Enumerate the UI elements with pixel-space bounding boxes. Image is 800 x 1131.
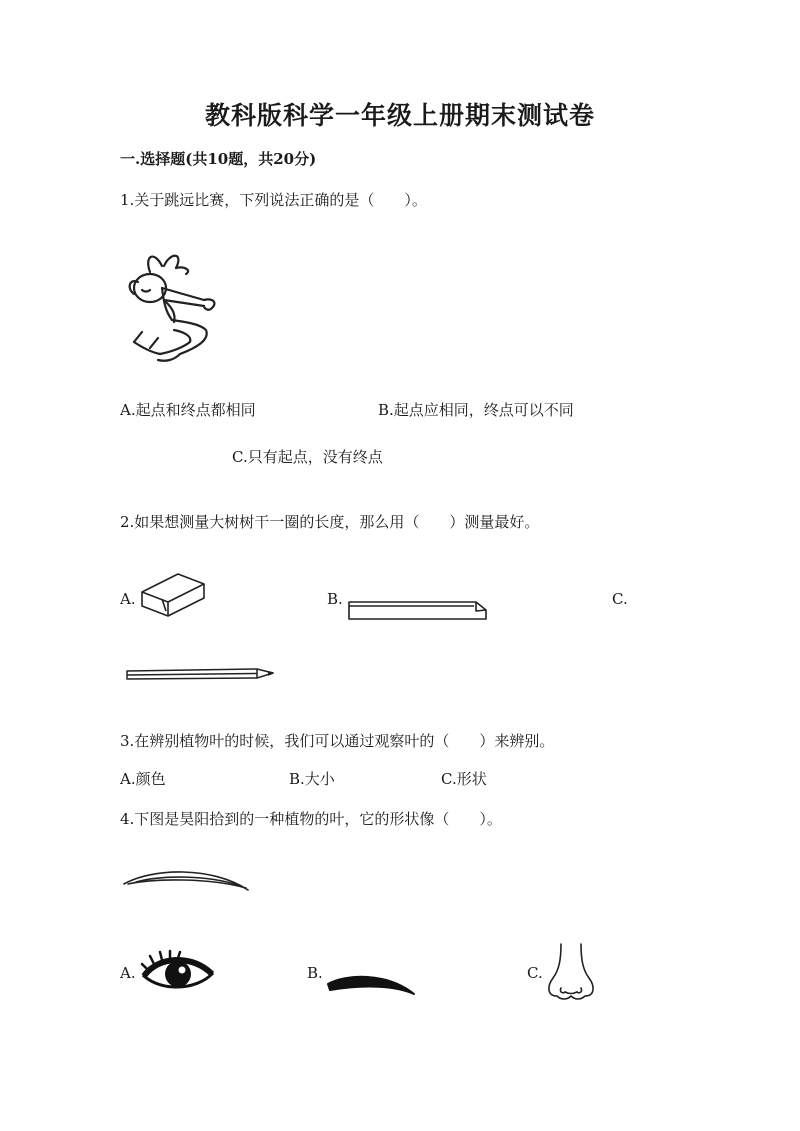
q4-option-c[interactable]: C. — [527, 964, 543, 982]
nose-icon[interactable] — [543, 942, 599, 1002]
q1-option-a[interactable]: A.起点和终点都相同 — [120, 401, 256, 419]
leaf-icon — [122, 866, 250, 894]
q3-option-b[interactable]: B.大小 — [289, 770, 335, 788]
page-title: 教科版科学一年级上册期末测试卷 — [204, 101, 595, 130]
jumping-child-icon — [120, 248, 230, 366]
eraser-icon[interactable] — [140, 570, 206, 620]
question-2-text: 2.如果想测量大树树干一圈的长度，那么用（ ）测量最好。 — [120, 513, 540, 531]
question-4-text: 4.下图是昊阳拾到的一种植物的叶，它的形状像（ ）。 — [120, 810, 502, 828]
eyebrow-icon[interactable] — [326, 970, 418, 998]
q4-option-b[interactable]: B. — [307, 964, 323, 982]
q3-option-a[interactable]: A.颜色 — [120, 770, 166, 788]
q2-option-b[interactable]: B. — [327, 590, 343, 608]
eye-icon[interactable] — [140, 950, 216, 998]
question-1-text: 1.关于跳远比赛，下列说法正确的是（ ）。 — [120, 191, 427, 209]
q2-option-a[interactable]: A. — [120, 590, 136, 608]
q1-option-c[interactable]: C.只有起点，没有终点 — [232, 448, 383, 466]
section-heading: 一.选择题(共10题，共20分) — [120, 150, 317, 168]
pencil-icon[interactable] — [125, 666, 275, 682]
q3-option-c[interactable]: C.形状 — [441, 770, 487, 788]
ruler-icon[interactable] — [346, 598, 490, 622]
question-3-text: 3.在辨别植物叶的时候，我们可以通过观察叶的（ ）来辨别。 — [120, 732, 555, 750]
q4-option-a[interactable]: A. — [120, 964, 136, 982]
q1-option-b[interactable]: B.起点应相同，终点可以不同 — [378, 401, 574, 419]
q2-option-c[interactable]: C. — [612, 590, 628, 608]
